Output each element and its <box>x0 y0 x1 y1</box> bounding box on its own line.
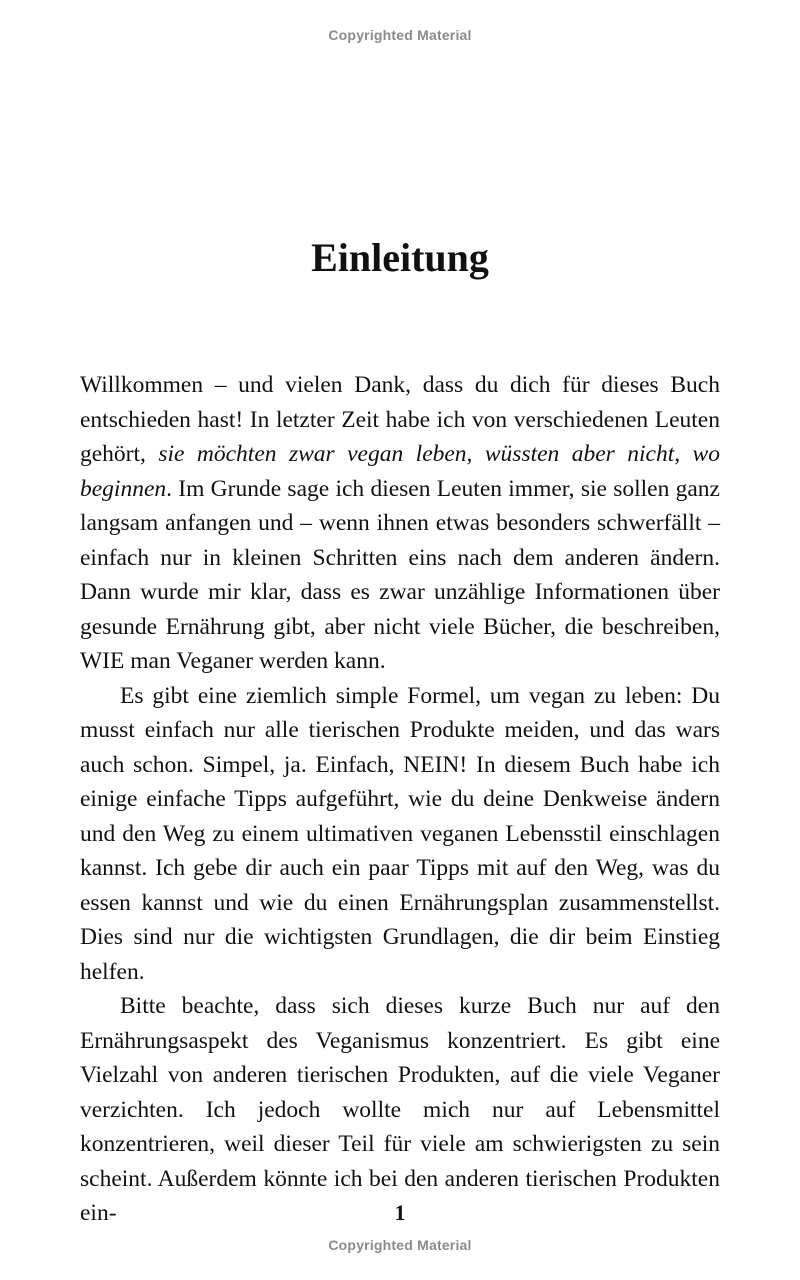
copyright-watermark-top: Copyrighted Material <box>328 27 472 43</box>
chapter-body <box>80 368 720 1231</box>
page-number: 1 <box>394 1200 406 1225</box>
paragraph-1-text-start: Willkommen – und vielen Dank, dass du dich für dieses Buch entschieden hast! In letzter Zeit habe ich von verschiedenen Leuten gehört, <box>80 372 720 467</box>
copyright-watermark-bottom: Copyrighted Material <box>328 1237 472 1253</box>
paragraph-2: Es gibt eine ziemlich simple Formel, um vegan zu leben: Du musst einfach nur alle tierischen Produkte meiden, und das wars auch schon. Simpel, ja. Einfach, NEIN! In diesem Buch habe ich einige einfache Tipps aufgeführt, wie du deine Denkweise ändern und den Weg zu einem ultimativen veganen Lebensstil einschlagen kannst. Ich gebe dir auch ein paar Tipps mit auf den Weg, was du essen kannst und wie du einen Ernährungsplan zusammenstellst. Dies sind nur die wichtigsten Grundlagen, die dir beim Einstieg helfen. <box>80 682 720 985</box>
paragraph-1-italic-quote: sie möchten zwar vegan leben, wüssten aber nicht, wo beginnen <box>80 441 720 502</box>
paragraph-1 <box>80 368 720 679</box>
chapter-title: Einleitung <box>311 235 489 280</box>
paragraph-3: Bitte beachte, dass sich dieses kurze Buch nur auf den Ernährungsaspekt des Veganismus konzentriert. Es gibt eine Vielzahl von anderen tierischen Produkten, auf die viele Veganer verzichten. Ich jedoch wollte mich nur auf Lebensmittel konzentrieren, weil dieser Teil für viele am schwierigsten zu sein scheint. Außerdem könnte ich bei den anderen tierischen Produkten ein- <box>80 993 720 1226</box>
paragraph-1-text-end: . Im Grunde sage ich diesen Leuten immer, sie sollen ganz langsam anfangen und – wenn ihnen etwas besonders schwerfällt – einfach nur in kleinen Schritten eins nach dem anderen ändern. Dann wurde mir klar, dass es zwar unzählige Informationen über gesunde Ernährung gibt, aber nicht viele Bücher, die beschreiben, WIE man Veganer werden kann. <box>80 475 720 674</box>
